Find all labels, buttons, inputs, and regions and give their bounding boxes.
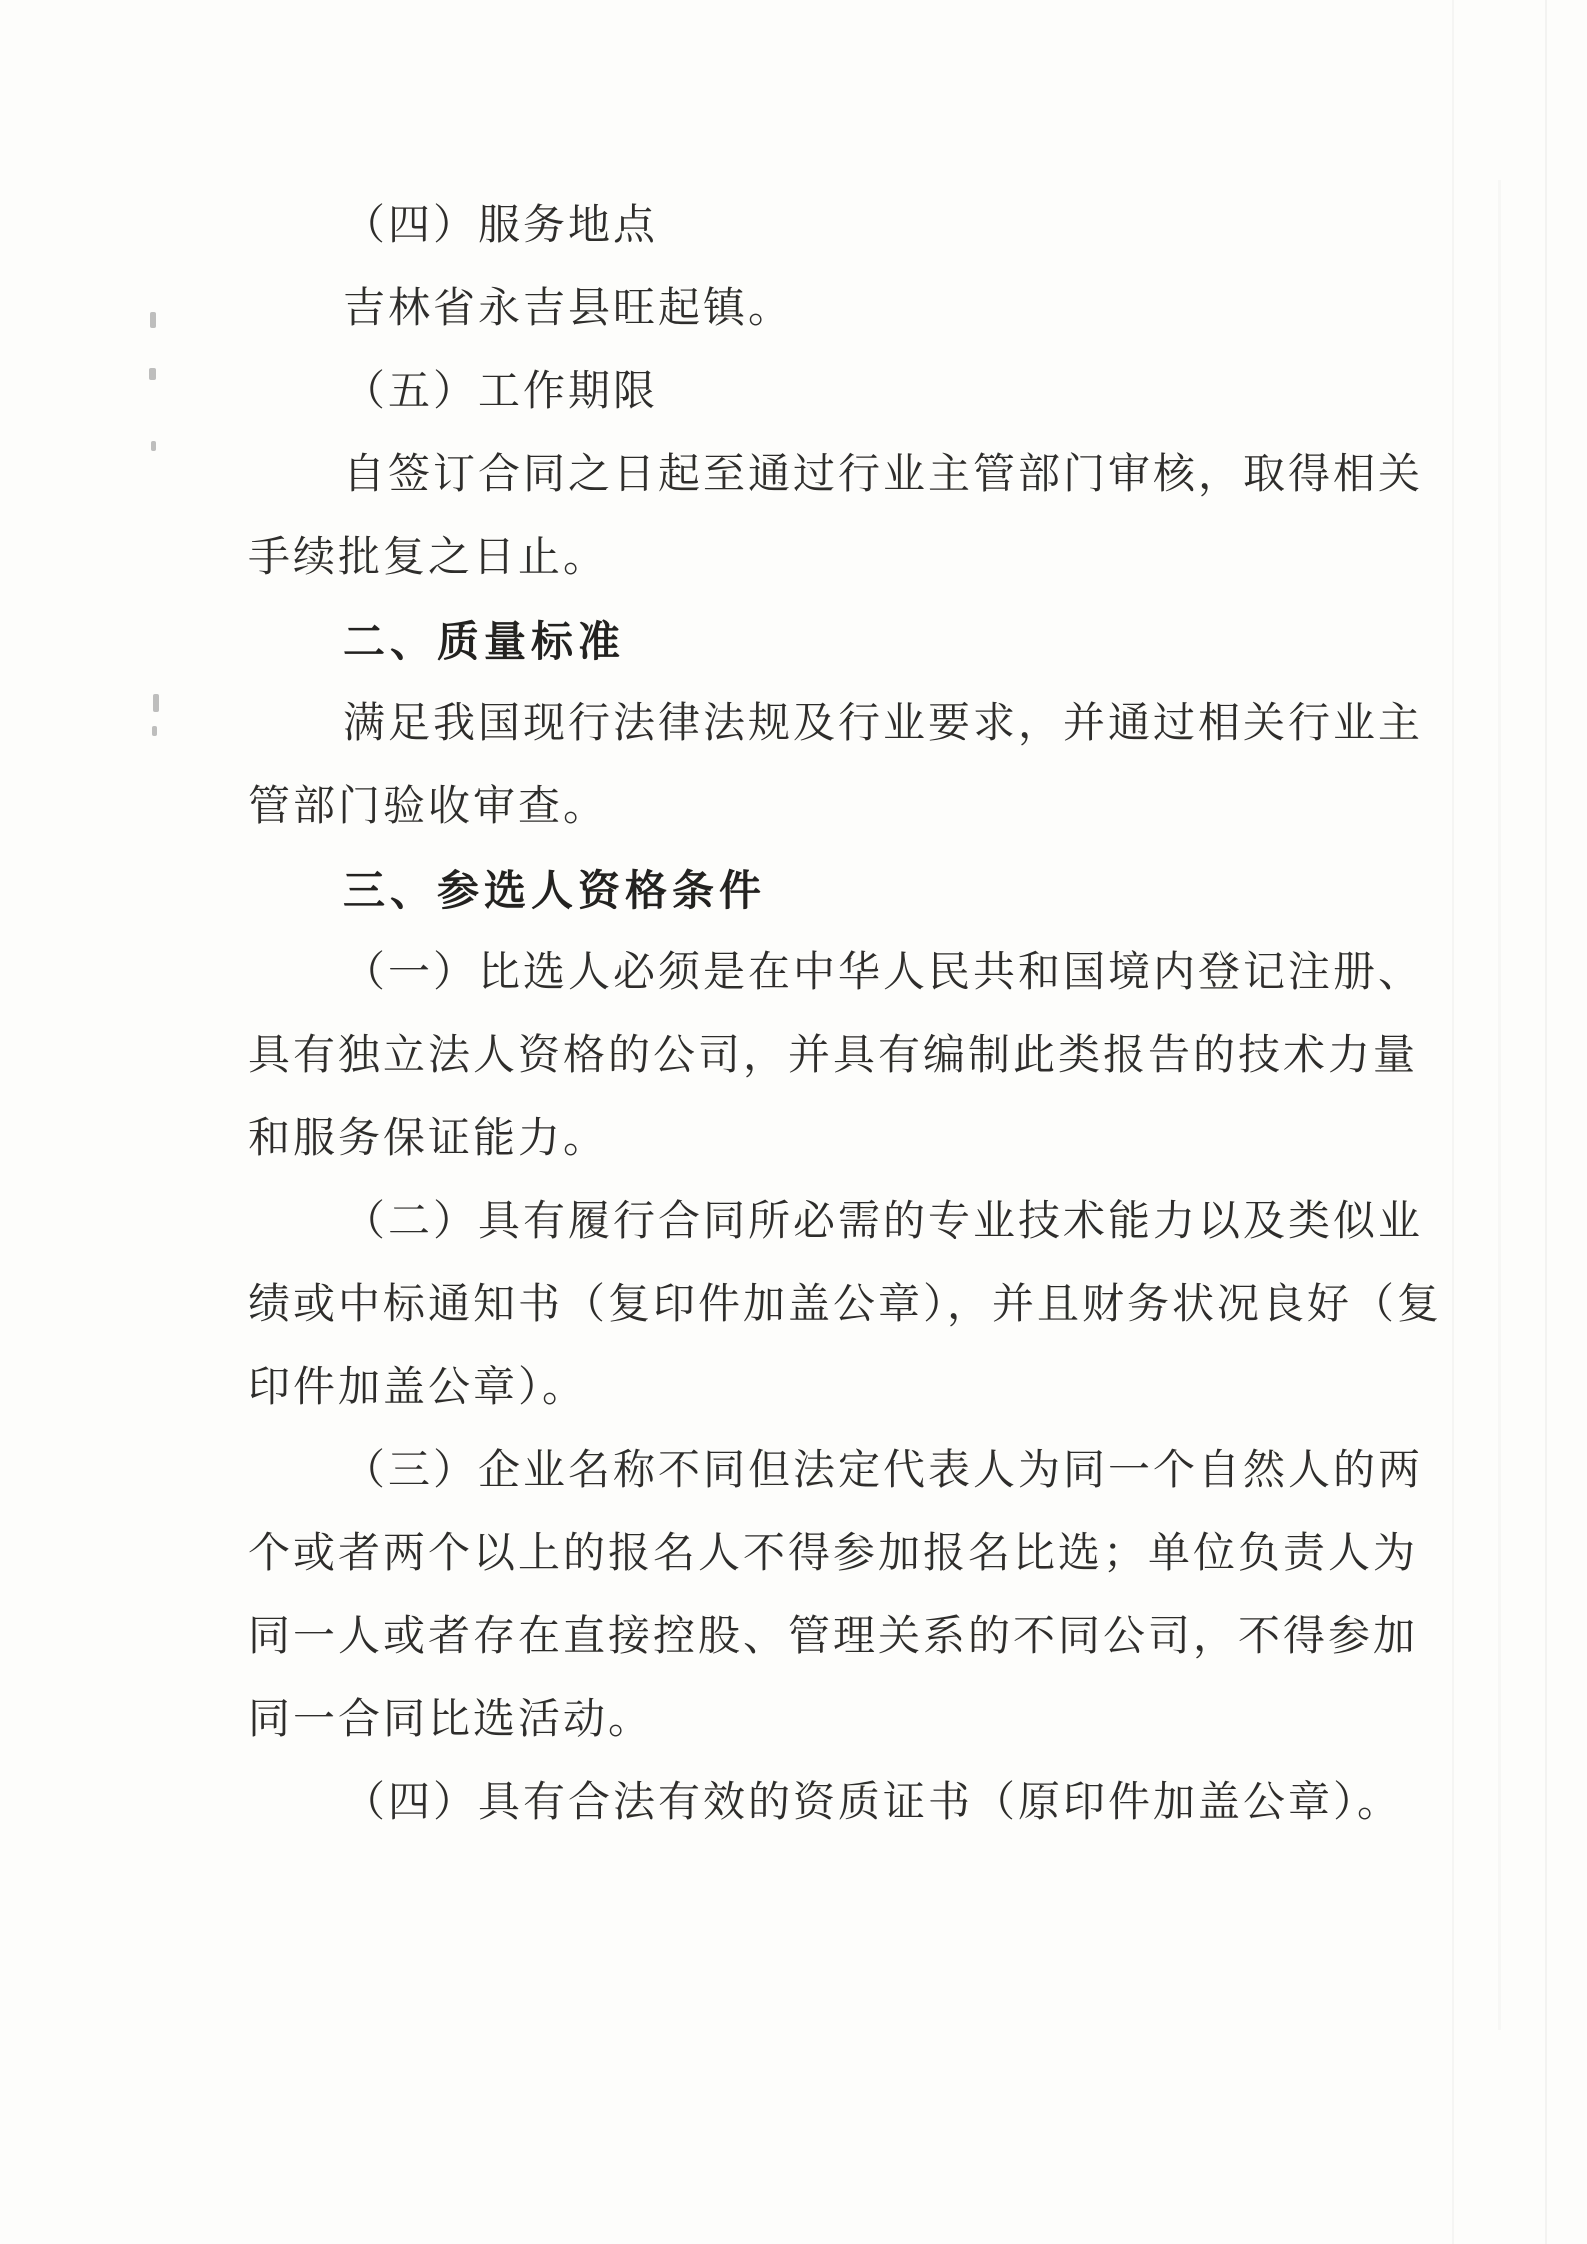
text-line-qualification-2-1: （二）具有履行合同所必需的专业技术能力以及类似业 [343,1199,1424,1245]
text-line-quality-2: 管部门验收审查。 [248,784,609,830]
text-line-qualification-2-2: 绩或中标通知书（复印件加盖公章），并且财务状况良好（复 [248,1282,1443,1328]
text-line-qualification-1-2: 具有独立法人资格的公司，并具有编制此类报告的技术力量 [248,1033,1419,1079]
text-line-qualification-1-3: 和服务保证能力。 [248,1116,609,1162]
text-line-service-location: 吉林省永吉县旺起镇。 [343,286,794,332]
scan-speck [149,368,156,380]
text-line-qualification-3-3: 同一人或者存在直接控股、管理关系的不同公司，不得参加 [248,1614,1419,1660]
scan-streak [1498,180,1501,2030]
text-line-quality-1: 满足我国现行法律法规及行业要求，并通过相关行业主 [343,701,1424,747]
text-line-qualification-3-4: 同一合同比选活动。 [248,1697,654,1743]
text-line-work-period-1: 自签订合同之日起至通过行业主管部门审核，取得相关 [343,452,1424,498]
section-heading-participant-qualification: 三、参选人资格条件 [343,867,767,914]
sub-heading-work-period: （五）工作期限 [343,369,659,415]
section-heading-quality-standard: 二、质量标准 [343,618,626,665]
text-line-qualification-4: （四）具有合法有效的资质证书（原印件加盖公章）。 [343,1780,1403,1826]
text-line-qualification-1-1: （一）比选人必须是在中华人民共和国境内登记注册、 [343,950,1424,996]
scan-speck [153,694,159,712]
document-text-block [248,185,1443,1845]
text-line-qualification-3-1: （三）企业名称不同但法定代表人为同一个自然人的两 [343,1448,1424,1494]
scan-speck [150,312,156,328]
scan-speck [151,441,156,451]
scan-streak [1545,0,1547,2244]
text-line-work-period-2: 手续批复之日止。 [248,535,609,581]
scan-streak [1452,0,1454,2244]
text-line-qualification-3-2: 个或者两个以上的报名人不得参加报名比选；单位负责人为 [248,1531,1419,1577]
sub-heading-service-location: （四）服务地点 [343,203,659,249]
text-line-qualification-2-3: 印件加盖公章）。 [248,1365,588,1411]
scan-speck [152,726,157,736]
